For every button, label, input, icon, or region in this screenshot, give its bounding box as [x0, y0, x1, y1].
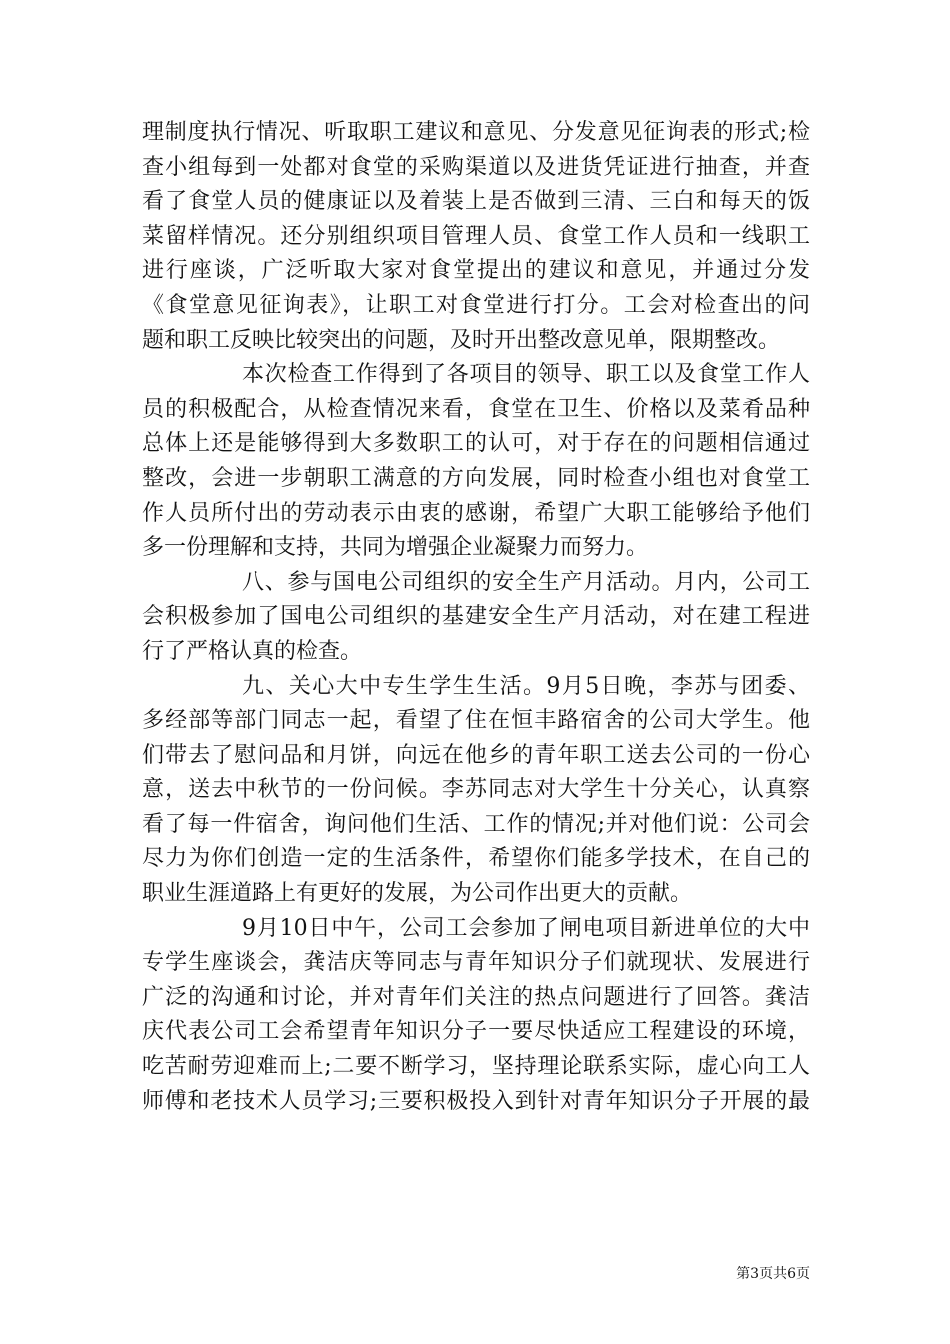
text-line: 们带去了慰问品和月饼，向远在他乡的青年职工送去公司的一份心: [142, 742, 810, 768]
body-text: [142, 116, 810, 1119]
text-line: 意，送去中秋节的一份问候。李苏同志对大学生十分关心，认真察: [142, 777, 810, 803]
paragraph-first-line: 本次检查工作得到了各项目的领导、职工以及食堂工作人: [242, 362, 810, 388]
text-line: 多经部等部门同志一起，看望了住在恒丰路宿舍的公司大学生。他: [142, 708, 810, 734]
text-line: 整改，会进一步朝职工满意的方向发展，同时检查小组也对食堂工: [142, 465, 810, 491]
page-number: 第3页共6页: [736, 1266, 810, 1282]
text-line: 会积极参加了国电公司组织的基建安全生产月活动，对在建工程进: [142, 604, 810, 630]
text-line: 作人员所付出的劳动表示由衷的感谢，希望广大职工能够给予他们: [142, 500, 810, 526]
text-line: 庆代表公司工会希望青年知识分子一要尽快适应工程建设的环境，: [142, 1019, 810, 1045]
text-line: 广泛的沟通和讨论，并对青年们关注的热点问题进行了回答。龚洁: [142, 984, 810, 1010]
text-line: 多一份理解和支持，共同为增强企业凝聚力而努力。: [142, 535, 649, 561]
text-line: 看了每一件宿舍，询问他们生活、工作的情况;并对他们说：公司会: [142, 811, 810, 837]
text-line: 尽力为你们创造一定的生活条件，希望你们能多学技术，在自己的: [142, 846, 810, 872]
text-line: 看了食堂人员的健康证以及着装上是否做到三清、三白和每天的饭: [142, 189, 810, 215]
text-line: 菜留样情况。还分别组织项目管理人员、食堂工作人员和一线职工: [142, 223, 810, 249]
text-line: 师傅和老技术人员学习;三要积极投入到针对青年知识分子开展的最: [142, 1088, 810, 1114]
text-line: 专学生座谈会，龚洁庆等同志与青年知识分子们就现状、发展进行: [142, 950, 810, 976]
text-line: 理制度执行情况、听取职工建议和意见、分发意见征询表的形式;检: [142, 120, 810, 145]
text-line: 吃苦耐劳迎难而上;二要不断学习，坚持理论联系实际，虚心向工人: [142, 1054, 810, 1080]
paragraph-first-line: 八、参与国电公司组织的安全生产月活动。月内，公司工: [242, 569, 810, 595]
text-line: 总体上还是能够得到大多数职工的认可，对于存在的问题相信通过: [142, 431, 810, 457]
text-line: 进行座谈，广泛听取大家对食堂提出的建议和意见，并通过分发: [142, 258, 810, 284]
text-line: 行了严格认真的检查。: [142, 638, 363, 664]
text-line: 职业生涯道路上有更好的发展，为公司作出更大的贡献。: [142, 881, 693, 907]
paragraph-first-line: 九、关心大中专生学生生活。9月5日晚，李苏与团委、: [242, 673, 810, 699]
text-line: 《食堂意见征询表》，让职工对食堂进行打分。工会对检查出的问: [142, 292, 810, 318]
paragraph-first-line: 9月10日中午，公司工会参加了闸电项目新进单位的大中: [242, 915, 810, 941]
text-line: 员的积极配合，从检查情况来看，食堂在卫生、价格以及菜肴品种: [142, 396, 810, 422]
text-line: 查小组每到一处都对食堂的采购渠道以及进货凭证进行抽查，并查: [142, 154, 810, 180]
text-line: 题和职工反映比较突出的问题，及时开出整改意见单，限期整改。: [142, 327, 781, 353]
